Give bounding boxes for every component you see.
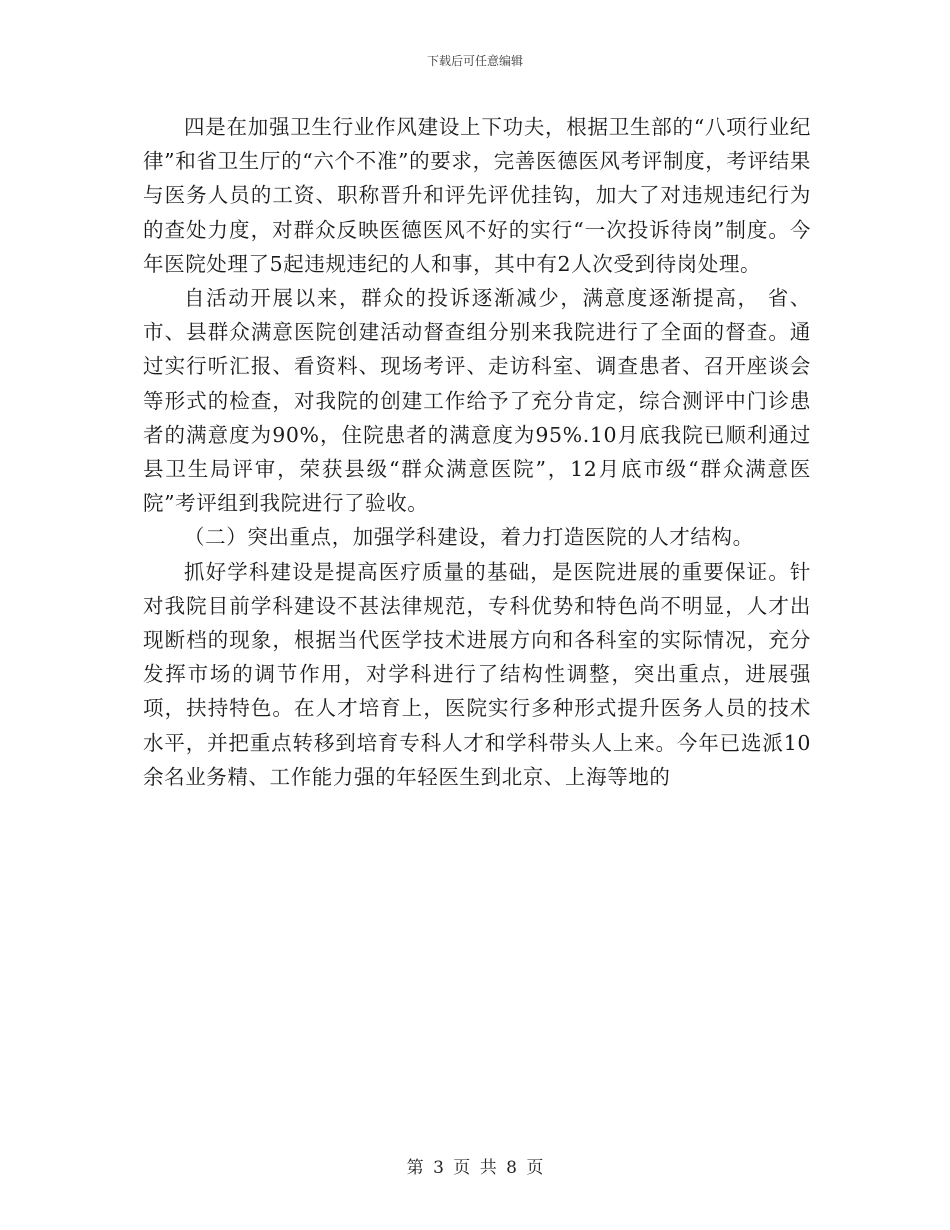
document-body xyxy=(143,110,811,794)
page-header: 下载后可任意编辑 xyxy=(426,54,523,68)
section-heading-discipline: （二）突出重点，加强学科建设，着力打造医院的人才结构。 xyxy=(184,525,754,550)
paragraph-discipline-building: 抓好学科建设是提高医疗质量的基础，是医院进展的重要保证。针对我院目前学科建设不甚法律规范，专科优势和特色尚不明显，人才出现断档的现象，根据当代医学技术进展方向和各科室的实际情况，充分发挥市场的调节作用，对学科进行了结构性调整，突出重点，进展强项，扶持特色。在人才培育上，医院实行多种形式提升医务人员的技术水平，并把重点转移到培育专科人才和学科带头人上来。今年已选派10余名业务精、工作能力强的年轻医生到北京、上海等地的 xyxy=(143,559,811,789)
page-number-footer: 第 3 页 共 8 页 xyxy=(406,1158,544,1178)
paragraph-satisfaction: 自活动开展以来，群众的投诉逐渐减少，满意度逐渐提高， 省、市、县群众满意医院创建活动督查组分别来我院进行了全面的督查。通过实行听汇报、看资料、现场考评、走访科室、调查患者、召开座谈会等形式的检查，对我院的创建工作给予了充分肯定，综合测评中门诊患者的满意度为90%，住院患者的满意度为95%.10月底我院已顺利通过县卫生局评审，荣获县级“群众满意医院”，12月底市级“群众满意医院”考评组到我院进行了验收。 xyxy=(143,286,811,516)
paragraph-work-style: 四是在加强卫生行业作风建设上下功夫，根据卫生部的“八项行业纪律”和省卫生厅的“六个不准”的要求，完善医德医风考评制度，考评结果与医务人员的工资、职称晋升和评先评优挂钩，加大了对违规违纪行为的查处力度，对群众反映医德医风不好的实行“一次投诉待岗”制度。今年医院处理了5起违规违纪的人和事，其中有2人次受到待岗处理。 xyxy=(143,115,811,276)
